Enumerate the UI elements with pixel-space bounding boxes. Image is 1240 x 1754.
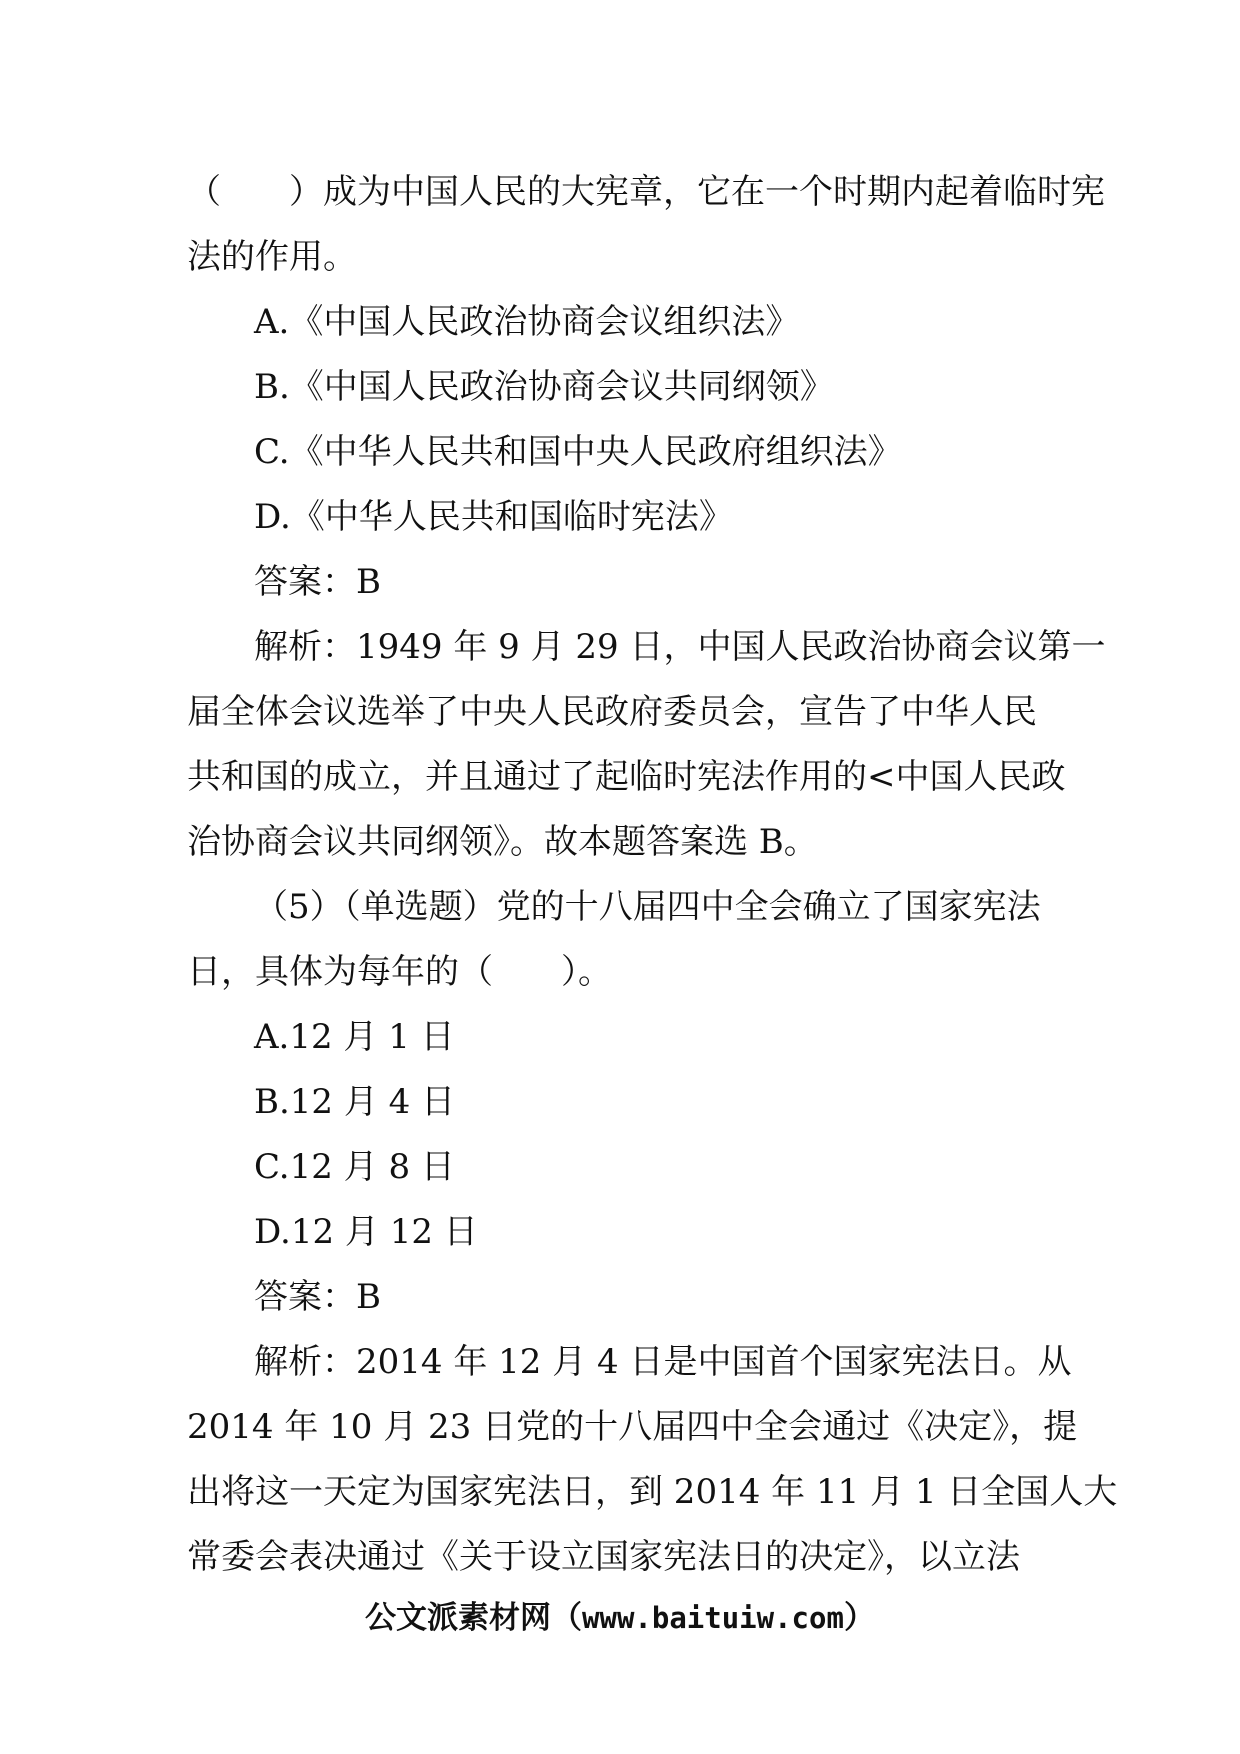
question-4-analysis-line-1: 解析：1949 年 9 月 29 日，中国人民政治协商会议第一 (254, 627, 1106, 667)
question-5-answer: 答案：B (254, 1277, 381, 1317)
footer-site-name: 公文派素材网（ (365, 1600, 583, 1636)
question-4-option-b: B.《中国人民政治协商会议共同纲领》 (254, 367, 834, 407)
footer-close-paren: ） (843, 1600, 875, 1636)
question-4-option-a: A.《中国人民政治协商会议组织法》 (254, 302, 800, 342)
question-4-analysis-line-3: 共和国的成立，并且通过了起临时宪法作用的<中国人民政 (187, 757, 1066, 797)
question-5-option-d: D.12 月 12 日 (254, 1212, 478, 1252)
question-5-option-b: B.12 月 4 日 (254, 1082, 456, 1122)
question-5-analysis-line-4: 常委会表决通过《关于设立国家宪法日的决定》，以立法 (187, 1537, 1020, 1577)
question-4-analysis-line-2: 届全体会议选举了中央人民政府委员会，宣告了中华人民 (187, 692, 1037, 732)
footer-url-link[interactable]: www.baituiw.com (582, 1601, 844, 1635)
page-footer (0, 1596, 1240, 1640)
question-5-analysis-line-3: 出将这一天定为国家宪法日，到 2014 年 11 月 1 日全国人大 (187, 1472, 1118, 1512)
question-4-option-c: C.《中华人民共和国中央人民政府组织法》 (254, 432, 902, 472)
document-body (187, 160, 1118, 1590)
question-5-stem-line-1: （5）（单选题）党的十八届四中全会确立了国家宪法 (254, 887, 1041, 927)
question-4-analysis-line-4: 治协商会议共同纲领》。故本题答案选 B。 (187, 822, 818, 862)
question-4-stem-line-2: 法的作用。 (187, 237, 357, 277)
question-5-option-a: A.12 月 1 日 (254, 1017, 455, 1057)
question-4-stem-line-1: （ ）成为中国人民的大宪章，它在一个时期内起着临时宪 (187, 172, 1105, 212)
question-5-analysis-line-1: 解析：2014 年 12 月 4 日是中国首个国家宪法日。从 (254, 1342, 1072, 1382)
question-5-stem-line-2: 日，具体为每年的（ ）。 (187, 952, 612, 992)
question-4-answer: 答案：B (254, 562, 381, 602)
question-5-analysis-line-2: 2014 年 10 月 23 日党的十八届四中全会通过《决定》，提 (187, 1407, 1078, 1447)
question-4-option-d: D.《中华人民共和国临时宪法》 (254, 497, 733, 537)
question-5-option-c: C.12 月 8 日 (254, 1147, 455, 1187)
